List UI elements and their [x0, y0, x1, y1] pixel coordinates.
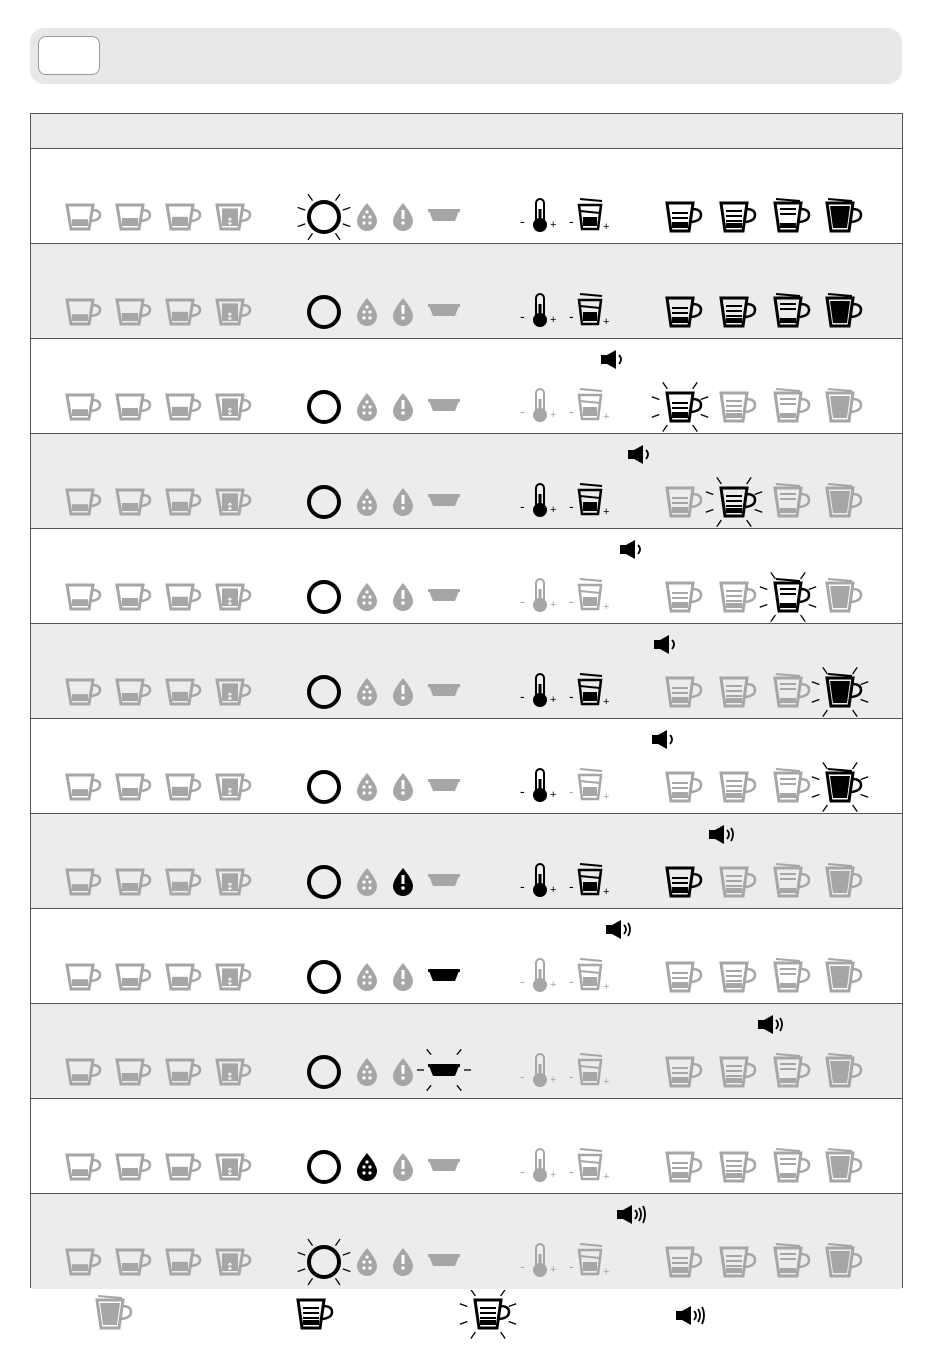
adjustable-cup-icon — [217, 585, 250, 609]
sound-icon — [652, 730, 672, 749]
medium-cup-icon — [117, 395, 150, 419]
level-1-cup-icon — [667, 1153, 701, 1181]
svg-text:-: - — [520, 973, 525, 989]
state-row — [31, 434, 902, 529]
temperature-icon — [520, 1244, 556, 1277]
svg-text:-: - — [520, 403, 525, 419]
svg-text:+: + — [603, 791, 610, 803]
svg-text:-: - — [520, 878, 525, 894]
level-3-cup-icon — [775, 484, 809, 516]
svg-text:↕: ↕ — [225, 787, 235, 798]
descale-drop-icon — [357, 1058, 377, 1086]
drip-tray-icon — [428, 399, 460, 411]
level-4-cup-icon — [827, 294, 861, 326]
descale-drop-icon — [357, 678, 377, 706]
svg-text:+: + — [603, 316, 610, 328]
svg-text:+: + — [603, 221, 610, 233]
temperature-icon — [520, 389, 556, 422]
svg-text:-: - — [520, 308, 525, 324]
svg-text:+: + — [550, 1264, 557, 1276]
medium-cup-icon — [117, 870, 150, 894]
level-3-cup-icon — [775, 1149, 809, 1181]
large-cup-icon — [167, 1155, 200, 1179]
level-1-cup-icon — [667, 1248, 701, 1276]
drip-tray-icon — [428, 589, 460, 601]
power-ring-icon — [309, 392, 339, 422]
drip-tray-icon — [428, 209, 460, 221]
state-row — [31, 909, 902, 1004]
svg-text:-: - — [569, 878, 574, 894]
svg-text:+: + — [550, 789, 557, 801]
sound-icon — [617, 1205, 645, 1224]
descale-drop-icon — [357, 488, 377, 516]
svg-text:+: + — [603, 506, 610, 518]
small-cup-icon — [67, 775, 100, 799]
sound-icon — [676, 1306, 704, 1325]
svg-text:↕: ↕ — [225, 1167, 235, 1178]
svg-text:+: + — [550, 979, 557, 991]
state-row — [31, 719, 902, 814]
drip-tray-icon — [428, 1159, 460, 1171]
level-1-cup-icon — [652, 382, 708, 431]
temperature-icon — [520, 674, 556, 707]
adjustable-cup-icon — [217, 1060, 250, 1084]
svg-text:-: - — [569, 688, 574, 704]
svg-text:↕: ↕ — [225, 1262, 235, 1273]
adjustable-cup-icon — [217, 490, 250, 514]
svg-text:↕: ↕ — [225, 502, 235, 513]
svg-text:+: + — [603, 1171, 610, 1183]
descale-drop-icon — [357, 583, 377, 611]
medium-cup-icon — [117, 300, 150, 324]
large-cup-icon — [167, 395, 200, 419]
svg-text:↕: ↕ — [225, 597, 235, 608]
drip-tray-icon — [428, 684, 460, 696]
medium-cup-icon — [117, 490, 150, 514]
level-1-cup-icon — [667, 678, 701, 706]
level-3-cup-icon — [775, 389, 809, 421]
lit-cup-icon — [298, 1300, 332, 1328]
state-row — [31, 244, 902, 339]
small-cup-icon — [67, 490, 100, 514]
level-4-cup-icon — [827, 959, 861, 991]
state-row — [31, 529, 902, 624]
level-1-cup-icon — [667, 773, 701, 801]
small-cup-icon — [67, 300, 100, 324]
sound-icon — [654, 635, 674, 654]
power-ring-icon — [309, 962, 339, 992]
alert-drop-icon — [393, 203, 413, 231]
level-3-cup-icon — [775, 864, 809, 896]
level-4-cup-icon — [827, 1149, 861, 1181]
svg-text:-: - — [569, 973, 574, 989]
alert-drop-icon — [393, 678, 413, 706]
drip-tray-icon — [428, 304, 460, 316]
large-cup-icon — [167, 490, 200, 514]
sound-icon — [606, 920, 630, 939]
alert-drop-icon — [393, 1058, 413, 1086]
svg-text:+: + — [550, 1169, 557, 1181]
adjustable-cup-icon — [217, 300, 250, 324]
blinking-cup-icon — [460, 1290, 516, 1339]
level-4-cup-icon — [827, 484, 861, 516]
level-2-cup-icon — [721, 583, 755, 611]
svg-text:+: + — [550, 409, 557, 421]
adjustable-cup-icon — [217, 870, 250, 894]
medium-cup-icon — [117, 1155, 150, 1179]
large-cup-icon — [167, 965, 200, 989]
small-cup-icon — [67, 205, 100, 229]
power-ring-icon — [309, 867, 339, 897]
alert-drop-icon — [393, 583, 413, 611]
svg-text:-: - — [520, 498, 525, 514]
level-1-cup-icon — [667, 488, 701, 516]
level-2-cup-icon — [721, 393, 755, 421]
drip-tray-icon — [428, 494, 460, 506]
medium-cup-icon — [117, 205, 150, 229]
small-cup-icon — [67, 1250, 100, 1274]
temperature-icon — [520, 1054, 556, 1087]
svg-text:↕: ↕ — [225, 882, 235, 893]
state-row — [31, 624, 902, 719]
small-cup-icon — [67, 395, 100, 419]
large-cup-icon — [167, 680, 200, 704]
dim-cup-icon — [97, 1296, 131, 1328]
alert-drop-icon — [393, 393, 413, 421]
level-2-cup-icon — [706, 477, 762, 526]
medium-cup-icon — [117, 680, 150, 704]
descale-drop-icon — [357, 868, 377, 896]
descale-drop-icon — [357, 1248, 377, 1276]
alert-drop-icon — [393, 868, 413, 896]
level-3-cup-icon — [775, 294, 809, 326]
state-row — [31, 1099, 902, 1194]
level-3-cup-icon — [775, 959, 809, 991]
adjustable-cup-icon — [217, 1155, 250, 1179]
svg-text:↕: ↕ — [225, 692, 235, 703]
alert-drop-icon — [393, 1248, 413, 1276]
level-3-cup-icon — [775, 1244, 809, 1276]
strength-icon — [569, 389, 609, 423]
temperature-icon — [520, 959, 556, 992]
small-cup-icon — [67, 965, 100, 989]
svg-text:+: + — [603, 886, 610, 898]
power-ring-icon — [309, 1057, 339, 1087]
large-cup-icon — [167, 775, 200, 799]
svg-text:+: + — [550, 504, 557, 516]
temperature-icon — [520, 864, 556, 897]
svg-text:+: + — [603, 981, 610, 993]
drip-tray-icon — [428, 969, 460, 981]
power-ring-icon — [309, 1152, 339, 1182]
level-4-cup-icon — [812, 762, 868, 811]
section-header-bar — [30, 28, 902, 84]
small-cup-icon — [67, 1060, 100, 1084]
svg-text:↕: ↕ — [225, 312, 235, 323]
level-3-cup-icon — [775, 1054, 809, 1086]
level-2-cup-icon — [721, 963, 755, 991]
temperature-icon — [520, 579, 556, 612]
alert-drop-icon — [393, 1153, 413, 1181]
level-1-cup-icon — [667, 1058, 701, 1086]
svg-text:↕: ↕ — [225, 1072, 235, 1083]
sound-icon — [601, 350, 621, 369]
drip-tray-icon — [428, 1254, 460, 1266]
power-ring-icon — [309, 582, 339, 612]
level-1-cup-icon — [667, 203, 701, 231]
large-cup-icon — [167, 1250, 200, 1274]
svg-text:-: - — [569, 403, 574, 419]
alert-drop-icon — [393, 298, 413, 326]
legend — [0, 1290, 950, 1355]
svg-text:↕: ↕ — [225, 217, 235, 228]
level-4-cup-icon — [812, 667, 868, 716]
svg-text:-: - — [569, 1068, 574, 1084]
adjustable-cup-icon — [217, 775, 250, 799]
power-ring-icon — [298, 194, 351, 240]
power-ring-icon — [298, 1239, 351, 1285]
section-number-box — [38, 36, 100, 75]
sound-icon — [758, 1015, 782, 1034]
power-ring-icon — [309, 487, 339, 517]
alert-drop-icon — [393, 488, 413, 516]
svg-text:-: - — [520, 1163, 525, 1179]
medium-cup-icon — [117, 585, 150, 609]
alert-drop-icon — [393, 963, 413, 991]
svg-text:-: - — [569, 1163, 574, 1179]
temperature-icon — [520, 294, 556, 327]
strength-icon — [569, 199, 609, 233]
strength-icon — [569, 1244, 609, 1278]
drip-tray-icon — [417, 1049, 471, 1090]
level-2-cup-icon — [721, 1058, 755, 1086]
level-2-cup-icon — [721, 1153, 755, 1181]
small-cup-icon — [67, 1155, 100, 1179]
descale-drop-icon — [357, 1153, 377, 1181]
large-cup-icon — [167, 1060, 200, 1084]
power-ring-icon — [309, 677, 339, 707]
adjustable-cup-icon — [217, 965, 250, 989]
state-row — [31, 1004, 902, 1099]
level-3-cup-icon — [775, 199, 809, 231]
svg-text:-: - — [520, 1258, 525, 1274]
level-4-cup-icon — [827, 1054, 861, 1086]
svg-text:+: + — [603, 601, 610, 613]
sound-icon — [709, 825, 733, 844]
level-1-cup-icon — [667, 583, 701, 611]
strength-icon — [569, 294, 609, 328]
sound-icon — [628, 445, 648, 464]
svg-text:↕: ↕ — [225, 977, 235, 988]
svg-text:-: - — [520, 1068, 525, 1084]
small-cup-icon — [67, 680, 100, 704]
svg-text:+: + — [550, 694, 557, 706]
table-header — [31, 114, 902, 149]
svg-text:+: + — [603, 1076, 610, 1088]
large-cup-icon — [167, 205, 200, 229]
svg-text:+: + — [550, 314, 557, 326]
adjustable-cup-icon — [217, 205, 250, 229]
descale-drop-icon — [357, 963, 377, 991]
svg-text:+: + — [603, 411, 610, 423]
level-2-cup-icon — [721, 1248, 755, 1276]
power-ring-icon — [309, 772, 339, 802]
descale-drop-icon — [357, 393, 377, 421]
temperature-icon — [520, 484, 556, 517]
svg-text:+: + — [550, 219, 557, 231]
medium-cup-icon — [117, 1060, 150, 1084]
level-2-cup-icon — [721, 868, 755, 896]
level-2-cup-icon — [721, 298, 755, 326]
strength-icon — [569, 864, 609, 898]
strength-icon — [569, 959, 609, 993]
level-2-cup-icon — [721, 678, 755, 706]
svg-text:-: - — [520, 593, 525, 609]
adjustable-cup-icon — [217, 680, 250, 704]
svg-text:-: - — [520, 688, 525, 704]
svg-text:-: - — [569, 308, 574, 324]
svg-text:-: - — [569, 783, 574, 799]
level-2-cup-icon — [721, 203, 755, 231]
svg-text:+: + — [550, 1074, 557, 1086]
large-cup-icon — [167, 300, 200, 324]
temperature-icon — [520, 769, 556, 802]
strength-icon — [569, 484, 609, 518]
adjustable-cup-icon — [217, 395, 250, 419]
level-4-cup-icon — [827, 579, 861, 611]
state-row — [31, 149, 902, 244]
state-row — [31, 339, 902, 434]
svg-text:+: + — [550, 599, 557, 611]
large-cup-icon — [167, 585, 200, 609]
strength-icon — [569, 579, 609, 613]
temperature-icon — [520, 199, 556, 232]
state-row — [31, 1194, 902, 1289]
strength-icon — [569, 1054, 609, 1088]
strength-icon — [569, 1149, 609, 1183]
alert-drop-icon — [393, 773, 413, 801]
level-1-cup-icon — [667, 298, 701, 326]
temperature-icon — [520, 1149, 556, 1182]
level-2-cup-icon — [721, 773, 755, 801]
drip-tray-icon — [428, 874, 460, 886]
small-cup-icon — [67, 870, 100, 894]
level-4-cup-icon — [827, 389, 861, 421]
svg-text:+: + — [603, 696, 610, 708]
svg-text:↕: ↕ — [225, 407, 235, 418]
svg-text:-: - — [569, 593, 574, 609]
small-cup-icon — [67, 585, 100, 609]
level-4-cup-icon — [827, 1244, 861, 1276]
level-4-cup-icon — [827, 199, 861, 231]
descale-drop-icon — [357, 773, 377, 801]
state-row — [31, 814, 902, 909]
level-3-cup-icon — [775, 769, 809, 801]
svg-text:-: - — [569, 498, 574, 514]
level-1-cup-icon — [667, 963, 701, 991]
descale-drop-icon — [357, 203, 377, 231]
svg-text:-: - — [569, 213, 574, 229]
svg-text:-: - — [569, 1258, 574, 1274]
svg-text:+: + — [550, 884, 557, 896]
medium-cup-icon — [117, 965, 150, 989]
drip-tray-icon — [428, 779, 460, 791]
large-cup-icon — [167, 870, 200, 894]
level-1-cup-icon — [667, 868, 701, 896]
svg-text:-: - — [520, 213, 525, 229]
adjustable-cup-icon — [217, 1250, 250, 1274]
power-ring-icon — [309, 297, 339, 327]
svg-text:-: - — [520, 783, 525, 799]
strength-icon — [569, 769, 609, 803]
medium-cup-icon — [117, 775, 150, 799]
level-3-cup-icon — [775, 674, 809, 706]
descale-drop-icon — [357, 298, 377, 326]
indicator-table — [30, 113, 903, 1288]
svg-text:+: + — [603, 1266, 610, 1278]
level-4-cup-icon — [827, 864, 861, 896]
medium-cup-icon — [117, 1250, 150, 1274]
strength-icon — [569, 674, 609, 708]
level-3-cup-icon — [760, 572, 816, 621]
sound-icon — [620, 540, 640, 559]
